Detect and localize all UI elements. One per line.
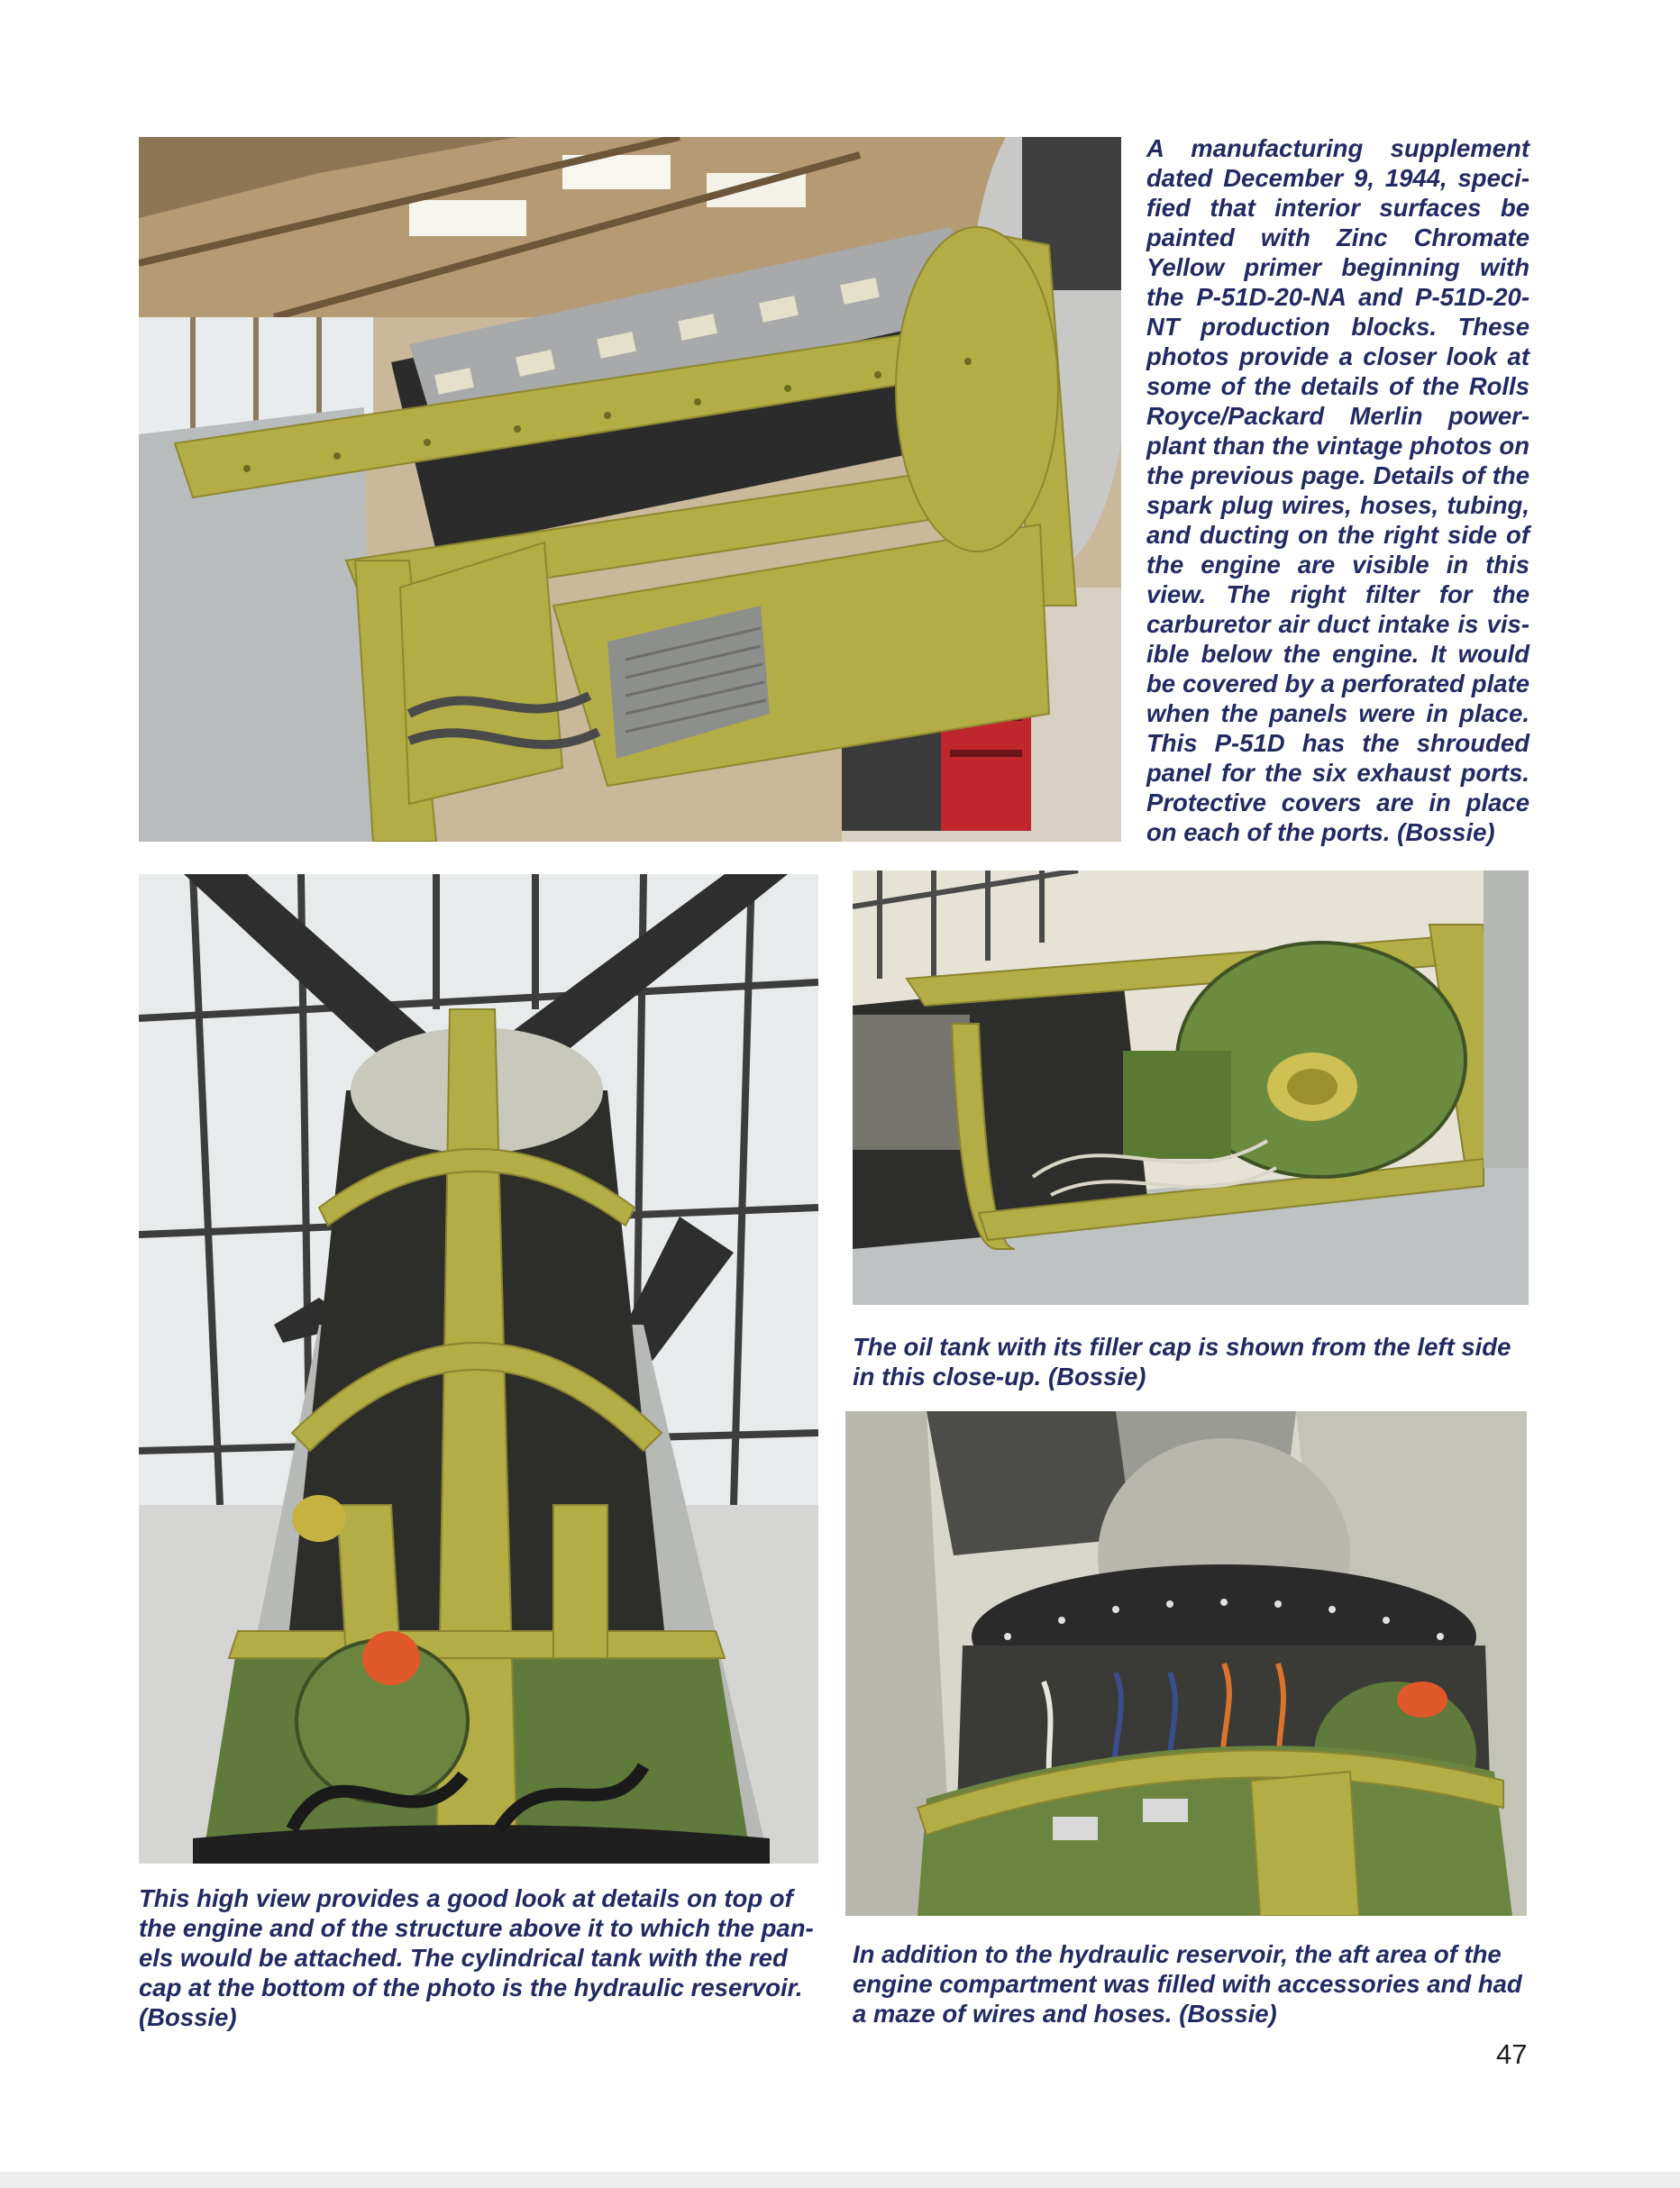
caption-high-view: This high view provides a good look at details on top of the engine and of the structure above it to which the panels would be attached. The cylindrical tank with the red cap at the bottom of the photo is the hydraulic reservoir. (Bossie) — [139, 1884, 814, 2031]
caption-aft-area: In addition to the hydraulic reservoir, the aft area of the engine compartment was filled with accessories and had a maze of wires and hoses. (Bossie) — [853, 1940, 1522, 2028]
photo-engine-right-side — [139, 137, 1121, 842]
caption-oil-tank: The oil tank with its filler cap is shown from the left side in this close-up. (Bossie) — [853, 1333, 1511, 1390]
photo-engine-high-view — [139, 874, 818, 1864]
page-number: 47 — [1496, 2038, 1528, 2070]
photo-aft-compartment — [845, 1411, 1527, 1916]
caption-top-right: A manufacturing supplement dated December 9, 1944, specified that interior surfaces be painted with Zinc Chromate Yellow primer beginning with the P-51D-20-NA and P-51D-20-NT production blocks. These photos provide a closer look at some of the details of the Rolls Royce/Packard Merlin powerplant than the vintage photos on the previous page. Details of the spark plug wires, hoses, tubing, and ducting on the right side of the engine are visible in this view. The right filter for the carburetor air duct intake is visible below the engine. It would be covered by a perforated plate when the panels were in place. This P-51D has the shrouded panel for the six exhaust ports. Protective covers are in place on each of the ports. (Bossie) — [1146, 134, 1529, 846]
photo-oil-tank-left — [853, 871, 1529, 1305]
viewer-bottom-margin — [0, 2172, 1680, 2188]
